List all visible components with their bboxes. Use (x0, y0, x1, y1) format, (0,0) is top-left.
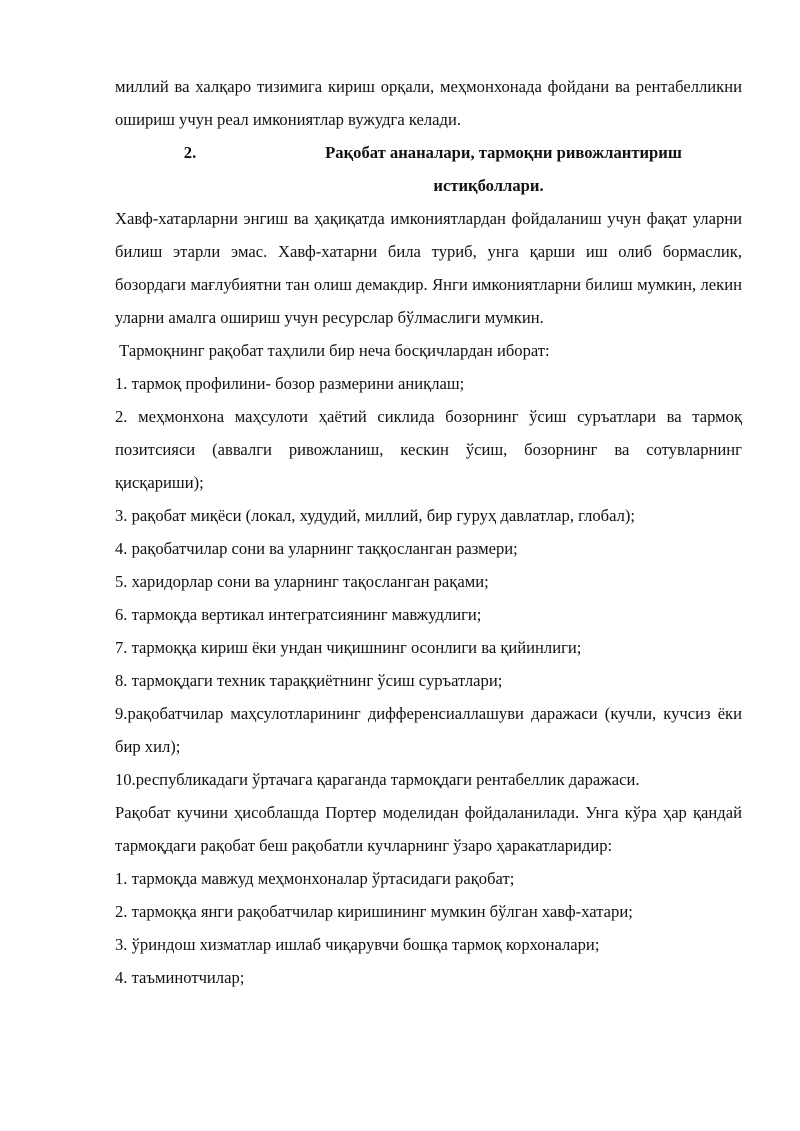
list-item: 9.рақобатчилар маҳсулотларининг дифференсиаллашуви даражаси (кучли, кучсиз ёки бир хил); (115, 704, 742, 756)
paragraph-risks: Хавф-хатарларни энгиш ва ҳақиқатда имкониятлардан фойдаланиш учун фақат уларни билиш этарли эмас. Хавф-хатарни била туриб, унга қарши иш олиб бормаслик, бозордаги мағлубиятни тан олиш демакдир. Янги имкониятларни билиш мумкин, лекин уларни амалга ошириш учун ресурслар бўлмаслиги мумкин. (115, 209, 742, 327)
intro-paragraph: миллий ва халқаро тизимига кириш орқали, меҳмонхонада фойдани ва рентабелликни ошириш учун реал имкониятлар вужудга келади. (115, 77, 742, 129)
paragraph-analysis-intro: Тармоқнинг рақобат таҳлили бир неча босқичлардан иборат: (115, 341, 550, 360)
paragraph-porter: Рақобат кучини ҳисоблашда Портер моделидан фойдаланилади. Унга кўра ҳар қандай тармоқдаги рақобат беш рақобатли кучларнинг ўзаро ҳаракатларидир: (115, 803, 742, 855)
list-item: 1. тармоқ профилини- бозор размерини аниқлаш; (115, 374, 465, 393)
section-title-line1: Рақобат ананалари, тармоқни ривожлантириш (325, 143, 682, 162)
list-item: 7. тармоққа кириш ёки ундан чиқишнинг осонлиги ва қийинлиги; (115, 638, 582, 657)
section-number: 2. (183, 143, 197, 162)
list-item: 6. тармоқда вертикал интегратсиянинг мавжудлиги; (115, 605, 482, 624)
list-item: 3. рақобат миқёси (локал, худудий, миллий, бир гуруҳ давлатлар, глобал); (115, 506, 636, 525)
list-item: 1. тармоқда мавжуд меҳмонхоналар ўртасидаги рақобат; (115, 869, 515, 888)
list-item: 2. меҳмонхона маҳсулоти ҳаётий сиклида бозорнинг ўсиш суръатлари ва тармоқ позитсияси (аввалги ривожланиш, кескин ўсиш, бозорнинг ва сотувларнинг қисқариши); (115, 407, 742, 492)
list-item: 2. тармоққа янги рақобатчилар киришининг мумкин бўлган хавф-хатари; (115, 902, 633, 921)
list-item: 4. рақобатчилар сони ва уларнинг таққосланган размери; (115, 539, 518, 558)
list-item: 4. таъминотчилар; (115, 968, 245, 987)
list-item: 8. тармоқдаги техник тараққиётнинг ўсиш суръатлари; (115, 671, 503, 690)
section-heading (115, 136, 742, 169)
section-title-line2: истиқболлари. (433, 176, 544, 195)
list-item: 5. харидорлар сони ва уларнинг тақосланган рақами; (115, 572, 489, 591)
list-item: 10.республикадаги ўртачага қараганда тармоқдаги рентабеллик даражаси. (115, 770, 640, 789)
list-item: 3. ўриндош хизматлар ишлаб чиқарувчи бошқа тармоқ корхоналари; (115, 935, 600, 954)
